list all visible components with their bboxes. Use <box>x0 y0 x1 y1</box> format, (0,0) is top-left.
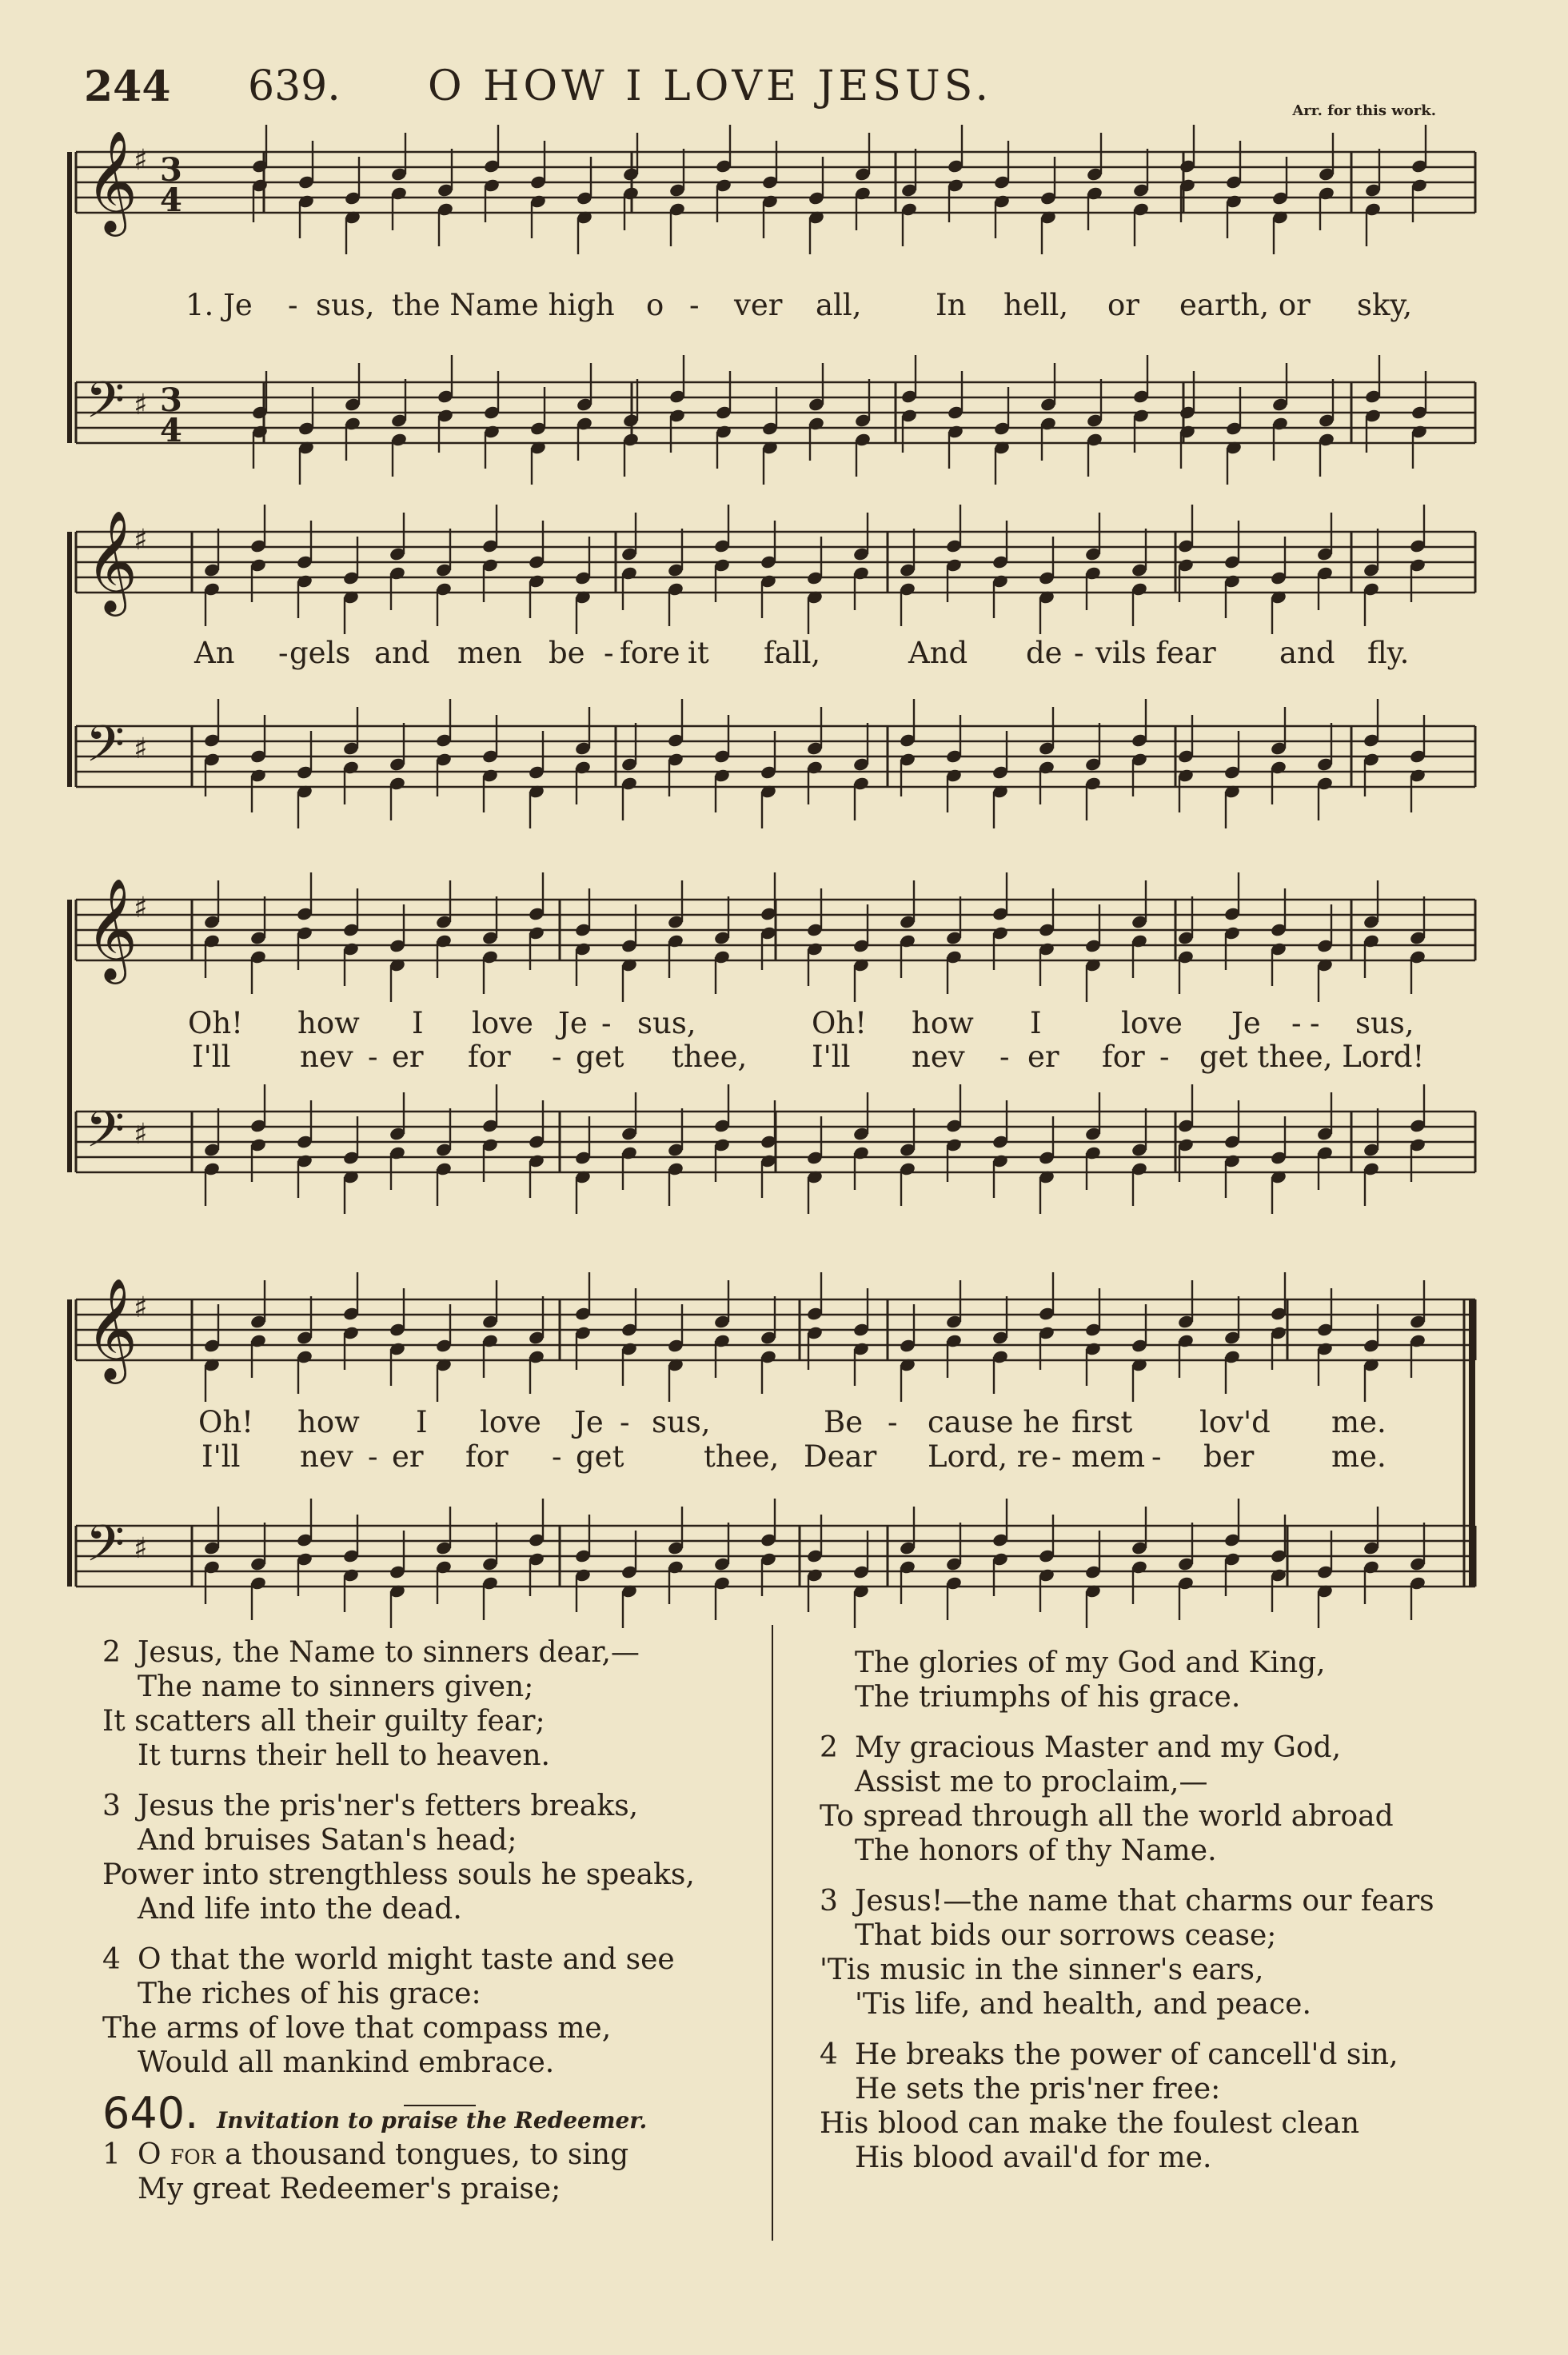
column-divider <box>772 1625 773 2241</box>
lyric-syllable: for <box>465 1439 509 1474</box>
lyric-syllable: or <box>1107 288 1139 322</box>
verse-line: His blood can make the foulest clean <box>820 2107 1360 2140</box>
lyric-syllable: for <box>468 1040 511 1074</box>
verse-line: To spread through all the world abroad <box>820 1800 1394 1833</box>
verse-line <box>102 1942 695 1977</box>
verse-line: The name to sinners given; <box>138 1670 534 1703</box>
verse-line: That bids our sorrows cease; <box>855 1919 1277 1952</box>
key-signature-sharp: ♯ <box>134 732 148 765</box>
lyric-syllable: I'll <box>201 1439 241 1474</box>
lyric-syllable: - <box>552 1040 562 1074</box>
key-signature-sharp: ♯ <box>134 389 148 421</box>
verse-line: Power into strengthless souls he speaks, <box>102 1858 695 1891</box>
key-signature-sharp: ♯ <box>134 1291 148 1324</box>
verse-line: 'Tis music in the sinner's ears, <box>820 1954 1264 1986</box>
lyric-syllable: de <box>1026 636 1063 670</box>
verse-line: My great Redeemer's praise; <box>138 2173 561 2205</box>
verse-line-text: The glories of my God and King, <box>855 1647 1326 1679</box>
lyric-syllable: get <box>576 1439 624 1474</box>
lyric-syllable: - <box>368 1439 378 1474</box>
lyric-syllable: get thee, Lord! <box>1199 1040 1425 1074</box>
verse-cont <box>820 1646 1434 1714</box>
lyric-syllable: An <box>194 636 235 670</box>
lyric-syllable: I'll <box>812 1040 851 1074</box>
lyric-syllable: I <box>416 1405 428 1439</box>
key-signature-sharp: ♯ <box>134 892 148 924</box>
lyric-line-system3_line1 <box>0 1006 1568 1042</box>
lyric-syllable: I <box>1030 1006 1042 1040</box>
lyric-syllable: fore <box>620 636 680 670</box>
lyric-syllable: Oh! <box>188 1006 244 1040</box>
lyric-syllable: ver <box>734 288 783 322</box>
lyric-syllable: I <box>412 1006 424 1040</box>
lyric-syllable: me. <box>1331 1439 1386 1474</box>
lyric-syllable: - <box>999 1040 1010 1074</box>
lyric-syllable: be <box>549 636 585 670</box>
lyric-syllable: and <box>1279 636 1335 670</box>
lyric-syllable: Oh! <box>812 1006 868 1040</box>
verse-line: a thousand tongues, to sing <box>225 2138 629 2171</box>
lyric-syllable: - <box>1159 1040 1170 1074</box>
verse-line: He sets the pris'ner free: <box>855 2073 1221 2106</box>
arrangement-note: Arr. for this work. <box>1292 102 1436 119</box>
verse-number: 1 <box>102 2138 121 2171</box>
hymn-640-number: 640. <box>102 2088 199 2138</box>
lyric-syllable: o <box>646 288 664 322</box>
verse-line: It scatters all their guilty fear; <box>102 1705 545 1738</box>
time-signature-top: 3 <box>160 151 182 189</box>
lyric-syllable: er <box>392 1439 424 1474</box>
verse-line: His blood avail'd for me. <box>855 2141 1212 2174</box>
lyric-syllable: - <box>1051 1439 1062 1474</box>
hymn-640-verse-1 <box>102 2137 695 2206</box>
lyric-syllable: - <box>620 1405 630 1439</box>
key-signature-sharp: ♯ <box>134 1532 148 1565</box>
lyric-syllable: vils fear <box>1095 636 1216 670</box>
lyric-syllable: nev <box>912 1040 965 1074</box>
lyric-syllable: Be <box>824 1405 864 1439</box>
lyric-syllable: nev <box>300 1040 353 1074</box>
treble-clef: 𝄞 <box>86 130 138 232</box>
page-number: 244 <box>84 62 171 111</box>
treble-clef: 𝄞 <box>86 1277 138 1379</box>
lyric-syllable: how <box>297 1405 360 1439</box>
verse-number: 4 <box>820 2038 838 2071</box>
lyric-syllable: sus, <box>652 1405 711 1439</box>
verse-line: And life into the dead. <box>138 1893 462 1926</box>
lyric-syllable: and <box>374 636 430 670</box>
lyric-line-system4_line2 <box>0 1439 1568 1475</box>
lyric-syllable: nev <box>300 1439 353 1474</box>
verse-2 <box>820 1730 1434 1868</box>
lyric-syllable: for <box>1102 1040 1145 1074</box>
lyric-syllable: gels <box>289 636 351 670</box>
verses-left-column <box>102 1635 695 2222</box>
lyric-syllable: thee, <box>704 1439 780 1474</box>
time-signature-top: 3 <box>160 381 182 419</box>
lyric-syllable: - <box>1151 1439 1162 1474</box>
verse-line: And bruises Satan's head; <box>138 1824 517 1857</box>
verse-line <box>820 1884 1434 1918</box>
hymn-title: O HOW I LOVE JESUS. <box>428 62 993 110</box>
lyric-syllable: hell, <box>1003 288 1069 322</box>
verse-line: It turns their hell to heaven. <box>138 1739 550 1772</box>
lyric-syllable: ber <box>1203 1439 1255 1474</box>
verse-3 <box>820 1884 1434 2022</box>
verse-line: Assist me to proclaim,— <box>855 1766 1208 1798</box>
verse-line: The triumphs of his grace. <box>855 1681 1241 1714</box>
time-signature-bottom: 4 <box>160 182 182 219</box>
lyric-syllable: it <box>688 636 709 670</box>
lyric-syllable: love <box>1121 1006 1183 1040</box>
verse-line-text: Jesus, the Name to sinners dear,— <box>138 1636 640 1669</box>
lyric-syllable: fall, <box>764 636 821 670</box>
verse-first-word: O for <box>138 2138 216 2171</box>
lyric-syllable: men <box>457 636 522 670</box>
bass-clef: 𝄢 <box>86 1100 125 1171</box>
lyric-syllable: - <box>1310 1006 1320 1040</box>
verse-line-text: He breaks the power of cancell'd sin, <box>855 2038 1398 2071</box>
treble-clef: 𝄞 <box>86 877 138 980</box>
verse-number: 3 <box>102 1790 121 1822</box>
verse-line <box>820 2038 1434 2072</box>
verse-4 <box>820 2038 1434 2175</box>
hymn-640-subtitle: Invitation to praise the Redeemer. <box>217 2107 648 2133</box>
lyric-syllable: fly. <box>1367 636 1410 670</box>
verse-4 <box>102 1942 695 2080</box>
lyric-syllable: - <box>1074 636 1084 670</box>
verse-line: Would all mankind embrace. <box>138 2046 555 2079</box>
treble-clef: 𝄞 <box>86 509 138 612</box>
lyric-syllable: mem <box>1071 1439 1146 1474</box>
lyric-syllable: how <box>297 1006 360 1040</box>
verse-line: The riches of his grace: <box>138 1978 481 2010</box>
verse-number: 3 <box>820 1885 838 1918</box>
bass-clef: 𝄢 <box>86 370 125 441</box>
time-signature-bottom: 4 <box>160 412 182 449</box>
lyric-syllable: - <box>689 288 700 322</box>
lyric-syllable: how <box>912 1006 974 1040</box>
lyric-line-system3_line2 <box>0 1040 1568 1076</box>
lyric-syllable: - <box>1291 1006 1302 1040</box>
lyric-syllable: thee, <box>672 1040 748 1074</box>
lyric-syllable: - <box>888 1405 898 1439</box>
lyric-syllable: love <box>472 1006 533 1040</box>
lyric-syllable: Je <box>574 1405 604 1439</box>
lyric-syllable: er <box>392 1040 424 1074</box>
lyric-syllable: Oh! <box>198 1405 254 1439</box>
lyric-syllable: earth, or <box>1179 288 1311 322</box>
verse-line-text: Jesus the pris'ner's fetters breaks, <box>138 1790 639 1822</box>
lyric-syllable: Je <box>1231 1006 1261 1040</box>
lyric-syllable: In <box>936 288 967 322</box>
hymn-640-heading <box>102 2088 695 2138</box>
lyric-syllable: - <box>601 1006 612 1040</box>
lyric-line-system1 <box>0 288 1568 324</box>
verse-line: 'Tis life, and health, and peace. <box>855 1988 1311 2021</box>
verse-number: 2 <box>102 1636 121 1669</box>
lyric-syllable: Je <box>558 1006 588 1040</box>
verse-line <box>102 1789 695 1823</box>
lyric-syllable: - <box>368 1040 378 1074</box>
lyric-syllable: sus, <box>1355 1006 1414 1040</box>
lyric-syllable: lov'd <box>1199 1405 1271 1439</box>
bass-clef: 𝄢 <box>86 1514 125 1585</box>
lyric-syllable: the Name high <box>392 288 615 322</box>
key-signature-sharp: ♯ <box>134 1118 148 1151</box>
lyric-line-system2 <box>0 636 1568 672</box>
key-signature-sharp: ♯ <box>134 524 148 557</box>
lyric-syllable: sus, <box>637 1006 696 1040</box>
lyric-syllable: sus, <box>316 288 375 322</box>
lyric-syllable: I'll <box>192 1040 231 1074</box>
lyric-syllable: - <box>278 636 289 670</box>
verse-line <box>102 1635 695 1670</box>
lyric-syllable: And <box>908 636 968 670</box>
section-divider <box>404 2105 476 2106</box>
verse-number: 4 <box>102 1943 121 1976</box>
lyric-syllable: cause he <box>928 1405 1059 1439</box>
lyric-syllable: all, <box>816 288 862 322</box>
lyric-syllable: er <box>1027 1040 1059 1074</box>
verse-line-text: My gracious Master and my God, <box>855 1731 1342 1764</box>
verses-right-column <box>820 1646 1434 2191</box>
lyric-syllable: sky, <box>1357 288 1413 322</box>
verse-line-text: Jesus!—the name that charms our fears <box>855 1885 1434 1918</box>
verse-line-text: O that the world might taste and see <box>138 1943 675 1976</box>
verse-2 <box>102 1635 695 1773</box>
lyric-line-system4_line1 <box>0 1405 1568 1441</box>
lyric-syllable: first <box>1071 1405 1133 1439</box>
lyric-syllable: me. <box>1331 1405 1386 1439</box>
lyric-syllable: - <box>552 1439 562 1474</box>
lyric-syllable: - <box>604 636 614 670</box>
lyric-syllable: Dear <box>804 1439 877 1474</box>
lyric-syllable: love <box>480 1405 541 1439</box>
verse-line: The arms of love that compass me, <box>102 2012 612 2045</box>
bass-clef: 𝄢 <box>86 714 125 785</box>
lyric-syllable: - <box>288 288 298 322</box>
key-signature-sharp: ♯ <box>134 144 148 177</box>
verse-line <box>820 1646 1434 1680</box>
verse-number: 2 <box>820 1731 838 1764</box>
hymn-number: 639. <box>248 62 341 110</box>
lyric-syllable: get <box>576 1040 624 1074</box>
verse-line: The honors of thy Name. <box>855 1834 1217 1867</box>
verse-3 <box>102 1789 695 1926</box>
lyric-syllable: Lord, re <box>928 1439 1049 1474</box>
verse-line <box>820 1730 1434 1765</box>
lyric-syllable: 1. Je <box>186 288 253 322</box>
